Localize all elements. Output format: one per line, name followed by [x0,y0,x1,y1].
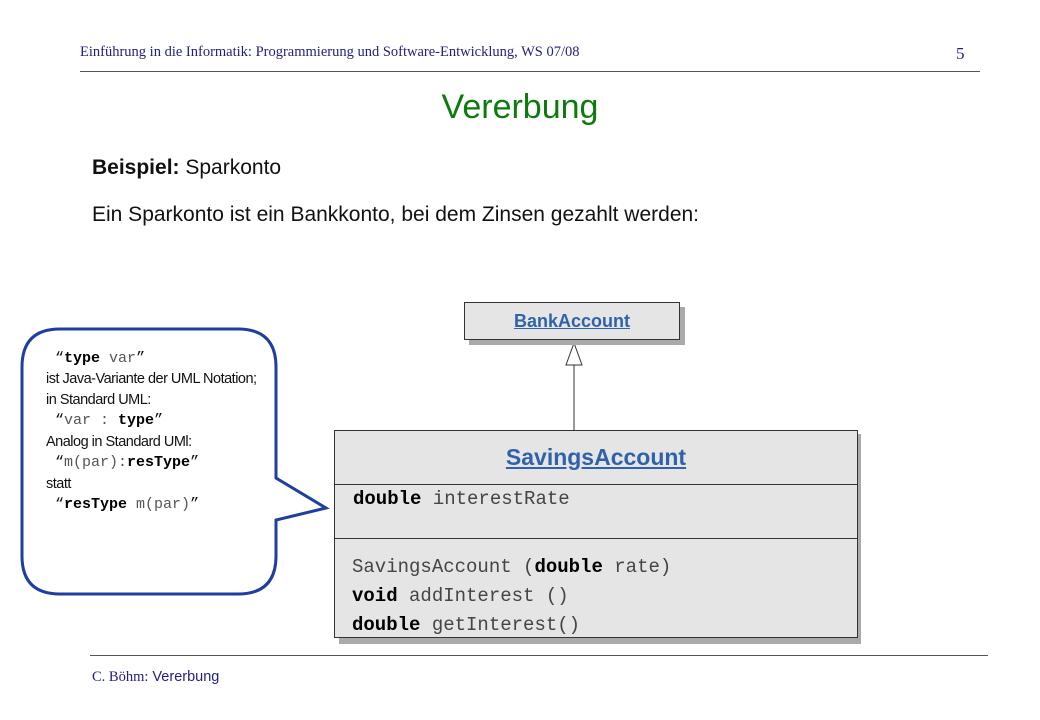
callout-java-method: “resType m(par)” [55,496,200,514]
footer-author: C. Böhm: [92,669,149,685]
method-add-interest: void addInterest () [352,585,569,607]
callout-uml-method: “m(par):resType” [55,454,200,472]
attribute-interest-rate: double interestRate [353,488,570,510]
footer-divider [90,655,988,656]
savingsaccount-name-compartment [335,431,857,485]
callout-text [46,348,276,516]
bankaccount-class-box [464,302,680,340]
page-number: 5 [956,44,965,63]
callout-uml-notation: “var : type” [55,412,164,430]
method-get-interest: double getInterest() [352,614,581,636]
method-constructor: SavingsAccount (double rate) [352,556,672,578]
savingsaccount-class-name: SavingsAccount [505,444,687,470]
callout-line-4: statt [46,475,71,492]
inheritance-arrowhead [566,343,582,365]
description-line: Ein Sparkonto ist ein Bankkonto, bei dem Zinsen gezahlt werden: [92,203,700,226]
callout-java-notation: “type var” [55,350,146,367]
footer-topic: Vererbung [148,669,220,685]
callout-line-3: Analog in Standard UMl: [46,433,192,450]
callout-line-2: in Standard UML: [46,391,151,408]
callout-line-1: ist Java-Variante der UML Notation; [46,371,257,388]
example-value: Sparkonto [185,156,282,179]
footer [92,669,219,686]
savingsaccount-class-box [334,430,858,638]
slide-title: Vererbung [441,88,599,126]
header-course: Einführung in die Informatik: Programmierung und Software-Entwicklung, WS 07/08 [80,44,580,60]
attributes-compartment [335,484,857,539]
example-label: Beispiel: [92,156,180,179]
bankaccount-class-name: BankAccount [513,310,630,331]
